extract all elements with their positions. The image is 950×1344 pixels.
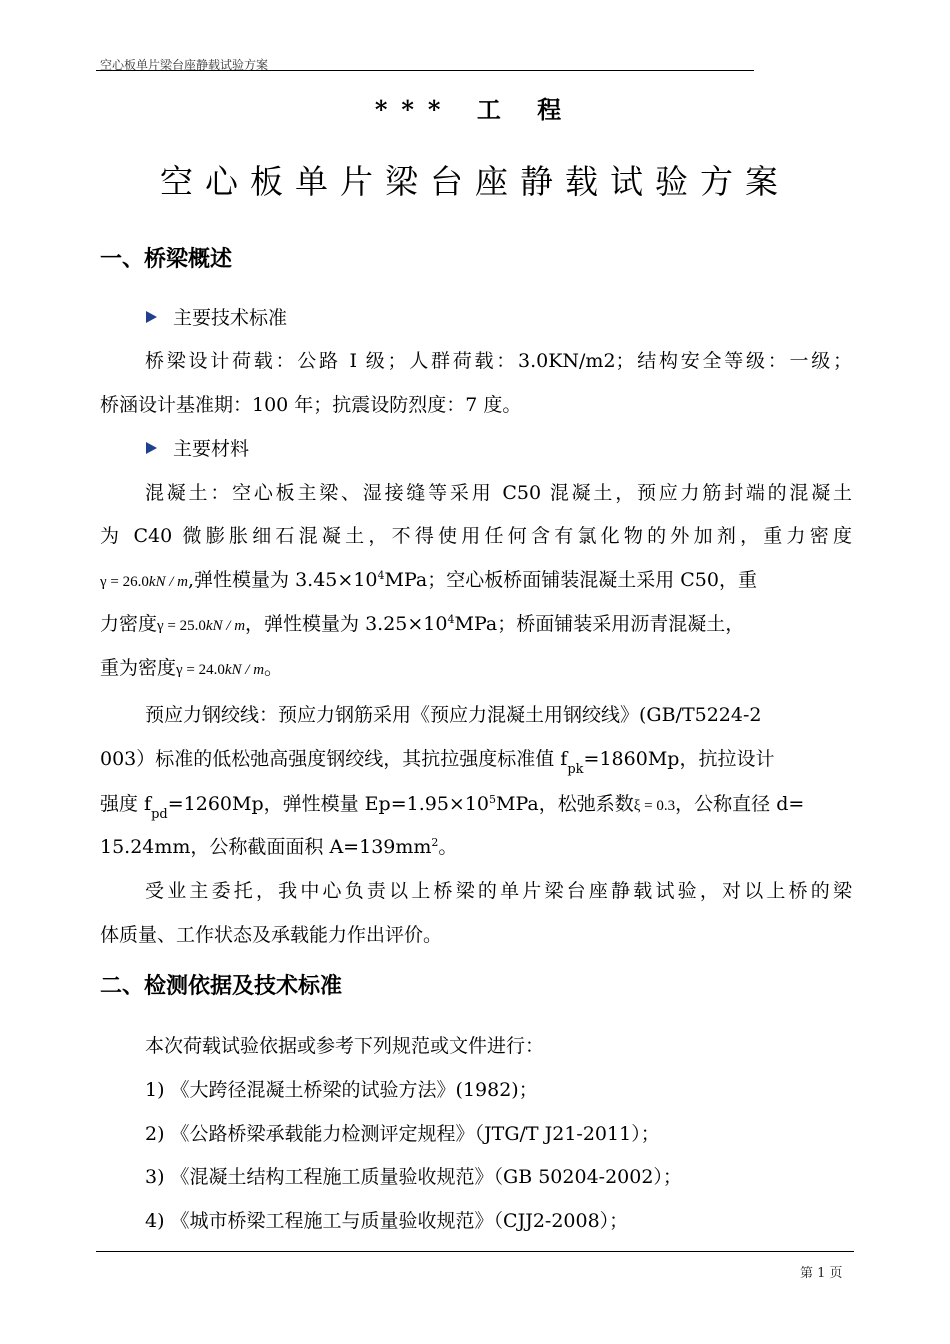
paragraph-line: 为 C40 微膨胀细石混凝土，不得使用任何含有氯化物的外加剂，重力密度 xyxy=(100,525,852,547)
paragraph-line: 桥梁设计荷载：公路 I 级；人群荷载：3.0KN/m2；结构安全等级：一级； xyxy=(145,350,852,372)
paragraph-line: 桥涵设计基准期：100 年；抗震设防烈度：7 度。 xyxy=(100,394,522,416)
formula: γ = 24.0kN / m xyxy=(176,662,265,678)
paragraph-line: 受业主委托，我中心负责以上桥梁的单片梁台座静载试验，对以上桥的梁 xyxy=(145,880,852,902)
header-rule xyxy=(96,70,754,71)
paragraph-line: 本次荷载试验依据或参考下列规范或文件进行： xyxy=(145,1035,545,1057)
paragraph-line: 体质量、工作状态及承载能力作出评价。 xyxy=(100,924,443,946)
bullet-label: 主要技术标准 xyxy=(173,307,288,329)
formula: γ = 26.0kN / m xyxy=(100,574,189,590)
paragraph-line: 混凝土：空心板主梁、湿接缝等采用 C50 混凝土，预应力筋封端的混凝土 xyxy=(145,482,852,504)
reference-item: 4) 《城市桥梁工程施工与质量验收规范》（CJJ2-2008）； xyxy=(145,1210,629,1232)
footer-rule xyxy=(96,1251,854,1252)
bullet-item xyxy=(146,434,249,461)
section-heading-1: 一、桥梁概述 xyxy=(100,247,233,272)
running-header: 空心板单片梁台座静载试验方案 xyxy=(100,58,269,72)
paragraph-line: 强度 $f_{pd}=1260Mp$，弹性模量 $Ep=1.95\times 10^5MPa$，松弛系数ξ = 0.3，公称直径 d= xyxy=(100,793,805,822)
document-title: 空心板单片梁台座静载试验方案 xyxy=(160,162,790,201)
page-number: 第 1 页 xyxy=(800,1266,843,1281)
bullet-item xyxy=(146,303,287,330)
bullet-label: 主要材料 xyxy=(173,438,250,460)
reference-item: 2) 《公路桥梁承载能力检测评定规程》（JTG/T J21-2011）； xyxy=(145,1123,660,1145)
paragraph-line: 预应力钢绞线：预应力钢筋采用《预应力混凝土用钢绞线》(GB/T5224-2 xyxy=(145,704,762,726)
formula: γ = 25.0kN / m xyxy=(157,618,246,634)
paragraph-line: γ = 26.0kN / m,弹性模量为 $3.45\times 10^4MPa$；空心板桥面铺装混凝土采用 C50，重 xyxy=(100,569,757,591)
reference-item: 1) 《大跨径混凝土桥梁的试验方法》(1982)； xyxy=(145,1079,538,1101)
triangle-bullet-icon xyxy=(146,442,157,454)
section-heading-2: 二、检测依据及技术标准 xyxy=(100,974,343,999)
paragraph-line: 力密度γ = 25.0kN / m，弹性模量为 $3.25\times 10^4MPa$；桥面铺装采用沥青混凝土， xyxy=(100,613,745,635)
reference-item: 3) 《混凝土结构工程施工质量验收规范》（GB 50204-2002）； xyxy=(145,1166,682,1188)
project-title: *** 工 程 xyxy=(374,95,576,124)
formula: ξ = 0.3 xyxy=(633,798,676,814)
paragraph-line: 15.24mm，公称截面面积 $A=139mm^2$。 xyxy=(100,836,458,858)
paragraph-line: 003）标准的低松弛高强度钢绞线，其抗拉强度标准值 $f_{pk}=1860Mp$，抗拉设计 xyxy=(100,748,775,777)
paragraph-line: 重为密度γ = 24.0kN / m。 xyxy=(100,657,284,679)
triangle-bullet-icon xyxy=(146,311,157,323)
